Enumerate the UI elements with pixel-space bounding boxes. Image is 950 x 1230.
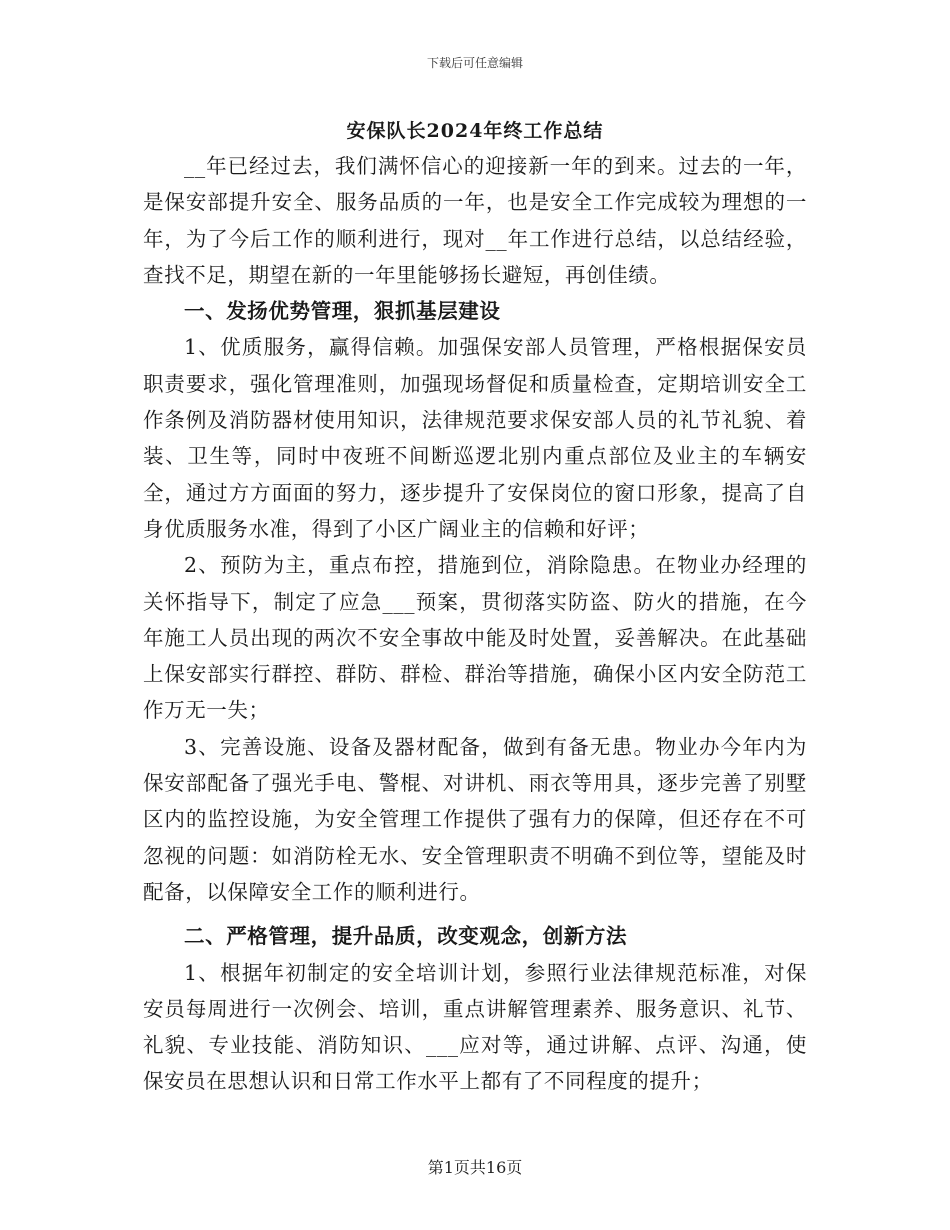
paragraph-training: 1、根据年初制定的安全培训计划，参照行业法律规范标准，对保安员每周进行一次例会、培训，重点讲解管理素养、服务意识、礼节、礼貌、专业技能、消防知识、___应对等，通过讲解、点评、沟通，使保安员在思想认识和日常工作水平上都有了不同程度的提升； — [143, 960, 807, 1094]
section-heading-2: 二、严格管理，提升品质，改变观念，创新方法 — [184, 924, 628, 949]
header-note: 下载后可任意编辑 — [426, 56, 523, 70]
document-title: 安保队长2024年终工作总结 — [346, 120, 604, 142]
paragraph-quality-service: 1、优质服务，赢得信赖。加强保安部人员管理，严格根据保安员职责要求，强化管理准则，加强现场督促和质量检查，定期培训安全工作条例及消防器材使用知识，法律规范要求保安部人员的礼节礼貌、着装、卫生等，同时中夜班不间断巡逻北别内重点部位及业主的车辆安全，通过方方面面的努力，逐步提升了安保岗位的窗口形象，提高了自身优质服务水准，得到了小区广阔业主的信赖和好评； — [143, 335, 807, 541]
page-number: 第1页共16页 — [427, 1158, 523, 1177]
paragraph-equipment: 3、完善设施、设备及器材配备，做到有备无患。物业办今年内为保安部配备了强光手电、警棍、对讲机、雨衣等用具，逐步完善了别墅区内的监控设施，为安全管理工作提供了强有力的保障，但还存在不可忽视的问题：如消防栓无水、安全管理职责不明确不到位等，望能及时配备，以保障安全工作的顺利进行。 — [143, 734, 807, 904]
document-body — [143, 148, 807, 1100]
paragraph-prevention: 2、预防为主，重点布控，措施到位，消除隐患。在物业办经理的关怀指导下，制定了应急___预案，贯彻落实防盗、防火的措施，在今年施工人员出现的两次不安全事故中能及时处置，妥善解决。在此基础上保安部实行群控、群防、群检、群治等措施，确保小区内安全防范工作万无一失； — [143, 553, 807, 723]
intro-paragraph: __年已经过去，我们满怀信心的迎接新一年的到来。过去的一年，是保安部提升安全、服务品质的一年，也是安全工作完成较为理想的一年，为了今后工作的顺利进行，现对__年工作进行总结，以总结经验，查找不足，期望在新的一年里能够扬长避短，再创佳绩。 — [143, 154, 807, 287]
section-heading-1: 一、发扬优势管理，狠抓基层建设 — [184, 299, 501, 324]
